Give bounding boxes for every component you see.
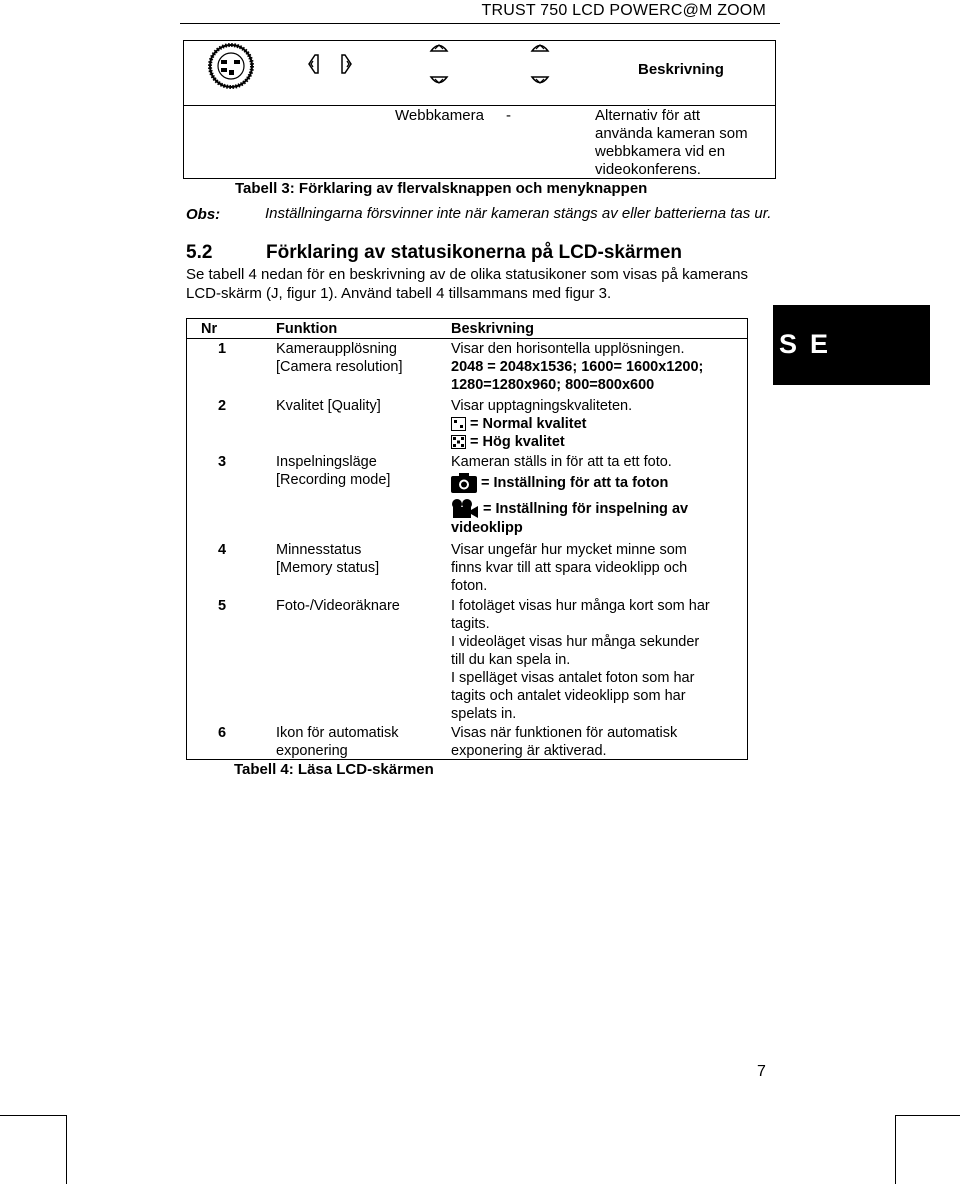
crop-mark-left-horizontal [0, 1115, 66, 1116]
document-header-title: TRUST 750 LCD POWERC@M ZOOM [481, 2, 766, 19]
table4-row-5-function: Foto-/Videoräknare [276, 598, 400, 614]
section-number: 5.2 [186, 242, 213, 263]
normal-quality-icon [451, 417, 466, 431]
crop-mark-left-vertical [66, 1115, 67, 1184]
note-label: Obs: [186, 206, 221, 223]
table3-caption: Tabell 3: Förklaring av flervalsknappen och menyknappen [235, 180, 648, 197]
section-title: Förklaring av statusikonerna på LCD-skärmen [266, 242, 683, 263]
table4-row-1-description: Visar den horisontella upplösningen. 2048 = 2048x1536; 1600= 1600x1200; 1280=1280x960; 800=800x600 [451, 341, 704, 393]
mode-dial-icon [206, 43, 256, 89]
video-camera-icon [451, 499, 479, 519]
table4-row-3-description: Kameran ställs in för att ta ett foto. = Inställning för att ta foton = Inställning för inspelning av videoklipp [451, 454, 689, 536]
table3-row-name: Webbkamera [395, 107, 484, 124]
crop-mark-right-horizontal [895, 1115, 960, 1116]
table3-header-beskrivning: Beskrivning [638, 61, 724, 78]
table4-row-6-description: Visas när funktionen för automatisk exponering är aktiverad. [451, 725, 678, 759]
table4-header-divider [187, 338, 747, 339]
high-quality-icon [451, 435, 466, 449]
table4-header-nr: Nr [201, 321, 218, 337]
language-tab [773, 305, 930, 385]
table4-caption: Tabell 4: Läsa LCD-skärmen [234, 761, 434, 778]
table4-row-3-nr: 3 [218, 454, 227, 470]
table4-row-6-function: Ikon för automatisk exponering [276, 725, 399, 759]
up-down-button-icon [530, 41, 550, 87]
table4-row-5-nr: 5 [218, 598, 227, 614]
table4-row-2-description: Visar upptagningskvaliteten. = Normal kvalitet = Hög kvalitet [451, 398, 633, 450]
table4-row-2-nr: 2 [218, 398, 227, 414]
table4-header-funktion: Funktion [276, 321, 338, 337]
table4-row-1-nr: 1 [218, 341, 227, 357]
left-right-arrow-buttons-icon [306, 53, 354, 75]
crop-mark-right-vertical [895, 1115, 896, 1184]
table4-row-1-function: Kameraupplösning [Camera resolution] [276, 341, 403, 375]
table4-row-6-nr: 6 [218, 725, 227, 741]
page-number: 7 [757, 1063, 766, 1080]
table3 [183, 40, 776, 179]
section-intro: Se tabell 4 nedan för en beskrivning av de olika statusikoner som visas på kamerans LCD-skärm (J, figur 1). Använd tabell 4 tillsammans med figur 3. [186, 266, 748, 302]
table3-row-description: Alternativ för att använda kameran som webbkamera vid en videokonferens. [595, 107, 748, 178]
table3-row-dash: - [506, 107, 511, 124]
table4-row-5-description: I fotoläget visas hur många kort som har tagits. I videoläget visas hur många sekunder till du kan spela in. I spelläget visas antalet foton som har tagits och antalet videoklipp som har spelats in. [451, 598, 710, 722]
header-rule [180, 23, 780, 24]
camera-photo-icon [451, 473, 477, 493]
table4-row-2-function: Kvalitet [Quality] [276, 398, 381, 414]
table3-divider [184, 105, 775, 106]
table4-row-4-description: Visar ungefär hur mycket minne som finns kvar till att spara videoklipp och foton. [451, 542, 688, 594]
note-text: Inställningarna försvinner inte när kameran stängs av eller batterierna tas ur. [265, 205, 772, 222]
table4-row-3-function: Inspelningsläge [Recording mode] [276, 454, 391, 488]
table4-row-4-nr: 4 [218, 542, 227, 558]
table4-header-beskrivning: Beskrivning [451, 321, 534, 337]
table4 [186, 318, 748, 760]
table4-row-4-function: Minnesstatus [Memory status] [276, 542, 380, 576]
language-tab-label: SE [779, 329, 842, 359]
up-down-button-icon [429, 41, 449, 87]
